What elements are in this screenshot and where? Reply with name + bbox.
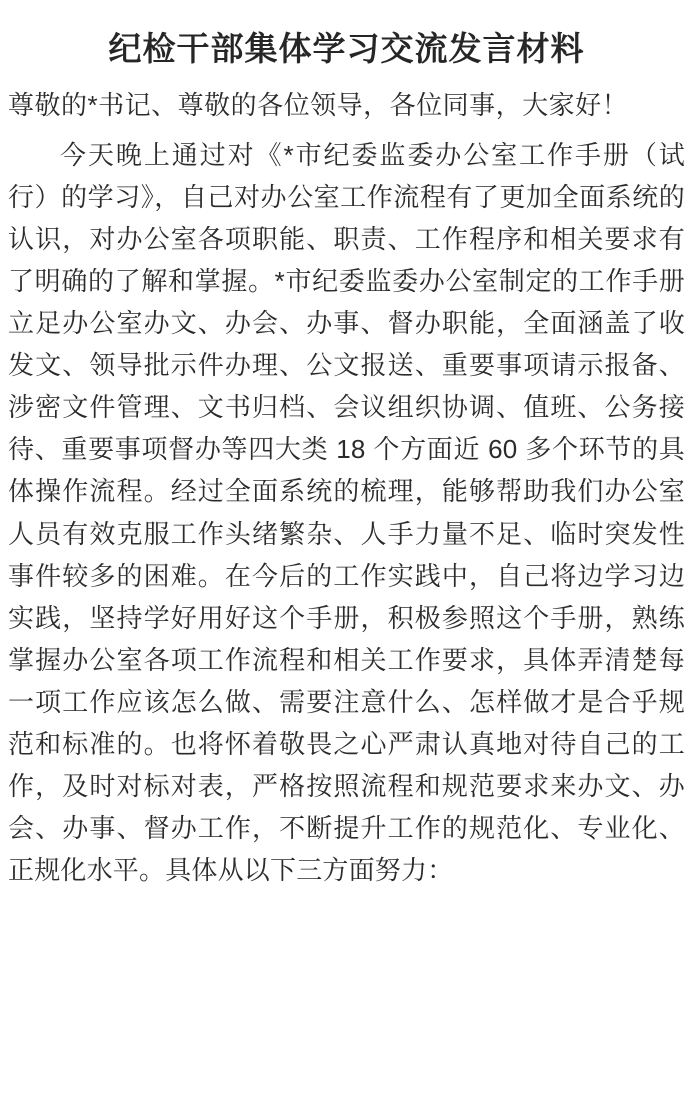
salutation-line: 尊敬的*书记、尊敬的各位领导，各位同事，大家好！	[8, 90, 629, 121]
page-title: 纪检干部集体学习交流发言材料	[108, 30, 585, 67]
body-paragraph-1: 今天晚上通过对《*市纪委监委办公室工作手册（试行）的学习》，自己对办公室工作流程有了更加全面系统的认识，对办公室各项职能、职责、工作程序和相关要求有了明确的了解和掌握。*市纪委监委办公室制定的工作手册立足办公室办文、办会、办事、督办职能，全面涵盖了收发文、领导批示件办理、公文报送、重要事项请示报备、涉密文件管理、文书归档、会议组织协调、值班、公务接待、重要事项督办等四大类 18 个方面近 60 多个环节的具体操作流程。经过全面系统的梳理，能够帮助我们办公室人员有效克服工作头绪繁杂、人手力量不足、临时突发性事件较多的困难。在今后的工作实践中，自己将边学习边实践，坚持学好用好这个手册，积极参照这个手册，熟练掌握办公室各项工作流程和相关工作要求，具体弄清楚每一项工作应该怎么做、需要注意什么、怎样做才是合乎规范和标准的。也将怀着敬畏之心严肃认真地对待自己的工作，及时对标对表，严格按照流程和规范要求来办文、办会、办事、督办工作，不断提升工作的规范化、专业化、正规化水平。具体从以下三方面努力：	[8, 139, 685, 886]
